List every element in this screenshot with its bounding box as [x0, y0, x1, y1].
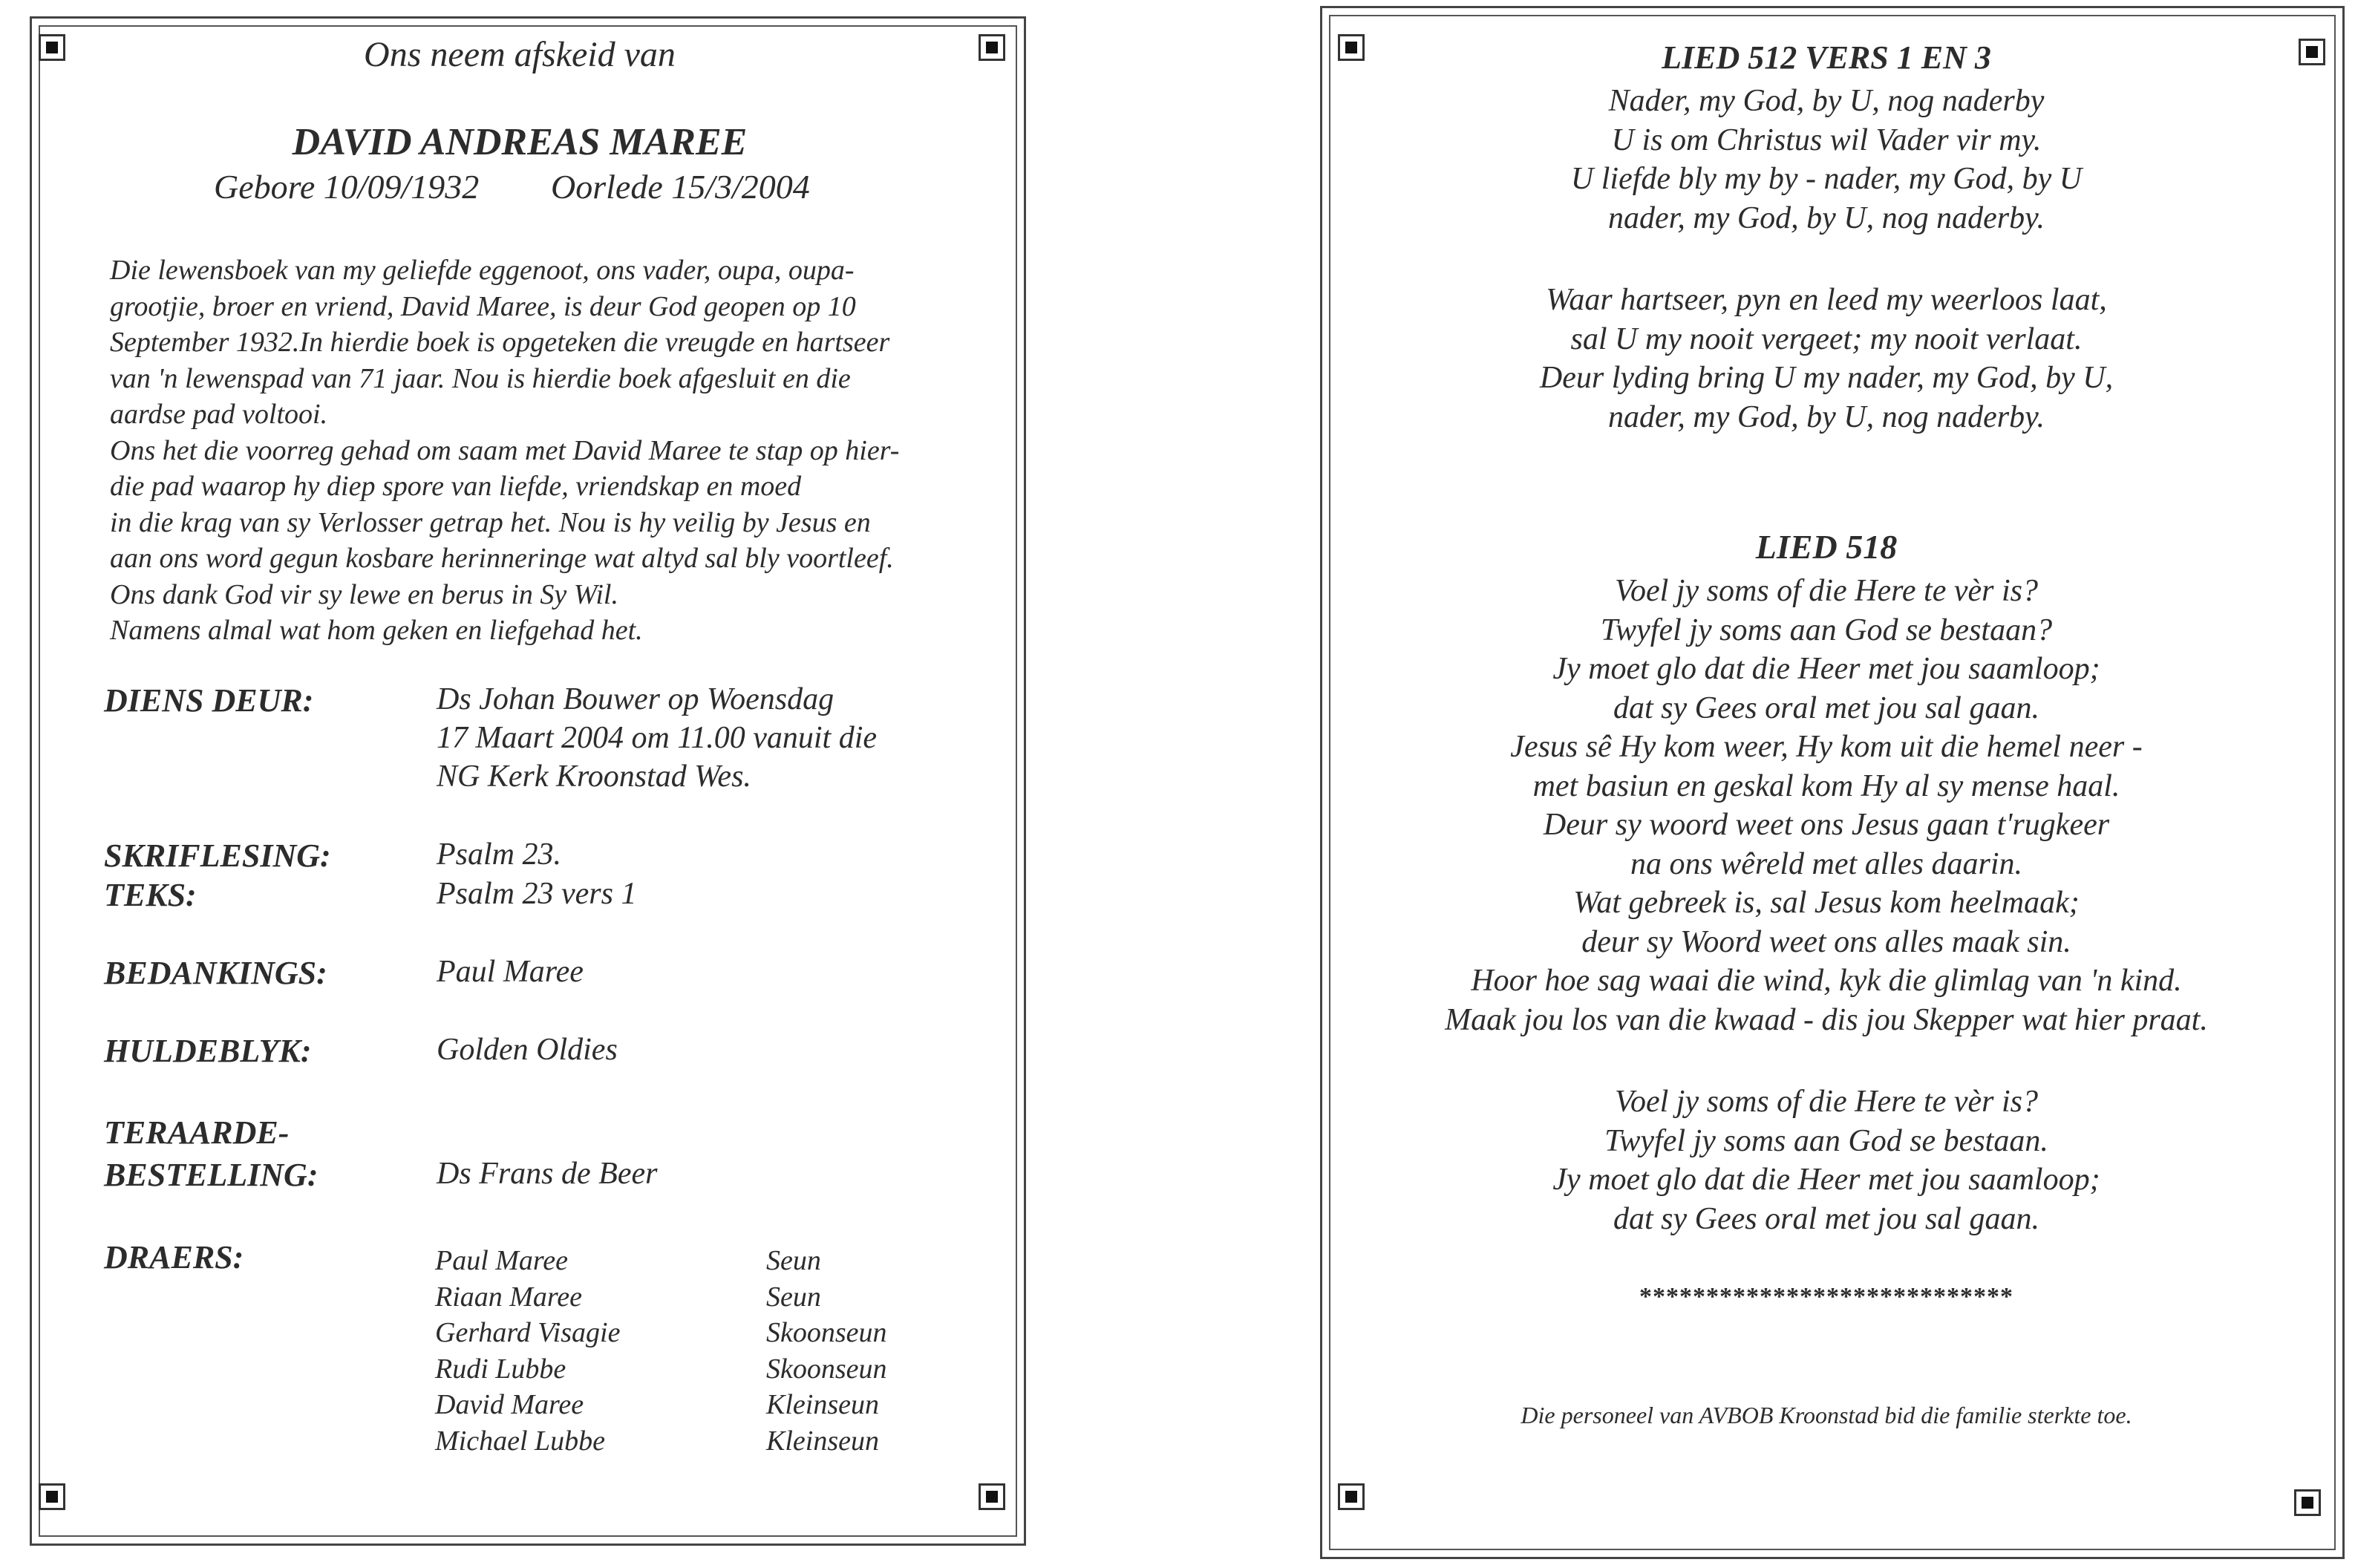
- tribute-line: Namens almal wat hom geken en liefgehad het.: [110, 615, 643, 646]
- teraarde-value: Ds Frans de Beer: [437, 1157, 658, 1191]
- bearer-relation: Seun: [766, 1281, 821, 1313]
- verse-line: Jy moet glo dat die Heer met jou saamloop;: [1552, 1163, 2100, 1197]
- verse-line: Maak jou los van die kwaad - dis jou Skepper wat hier praat.: [1445, 1002, 2208, 1037]
- hymn-2-title: LIED 518: [1755, 528, 1898, 566]
- huldeblyk-label: HULDEBLYK:: [104, 1033, 312, 1069]
- left-page: [0, 0, 1039, 1568]
- verse-line: Deur lyding bring U my nader, my God, by U,: [1539, 361, 2114, 395]
- death-date: Oorlede 15/3/2004: [551, 168, 810, 206]
- teraarde-label: TERAARDE-: [104, 1114, 290, 1151]
- verse-line: Hoor hoe sag waai die wind, kyk die glimlag van 'n kind.: [1471, 964, 2182, 998]
- diens-line: Ds Johan Bouwer op Woensdag: [437, 682, 834, 716]
- verse-line: Waar hartseer, pyn en leed my weerloos laat,: [1546, 283, 2107, 317]
- verse-line: sal U my nooit vergeet; my nooit verlaat.: [1570, 321, 2083, 356]
- verse-line: Twyfel jy soms aan God se bestaan?: [1600, 612, 2053, 647]
- tribute-line: aardse pad voltooi.: [110, 399, 328, 430]
- bearer-name: Gerhard Visagie: [435, 1317, 621, 1348]
- right-page: [1307, 0, 2355, 1568]
- tribute-line: Ons het die voorreg gehad om saam met David Maree te stap op hier-: [110, 434, 900, 466]
- verse-line: na ons wêreld met alles daarin.: [1630, 846, 2023, 881]
- verse-line: nader, my God, by U, nog naderby.: [1608, 399, 2045, 434]
- corner-ornament-icon: [979, 1483, 1005, 1510]
- verse-line: U is om Christus wil Vader vir my.: [1611, 122, 2042, 157]
- bedankings-value: Paul Maree: [437, 955, 584, 989]
- verse-line: deur sy Woord weet ons alles maak sin.: [1581, 924, 2071, 959]
- deceased-name: DAVID ANDREAS MAREE: [292, 121, 748, 163]
- tribute-line: Die lewensboek van my geliefde eggenoot, ons vader, oupa, oupa-: [110, 255, 855, 286]
- verse-line: Twyfel jy soms aan God se bestaan.: [1604, 1123, 2048, 1158]
- bearer-relation: Skoonseun: [766, 1353, 887, 1385]
- verse-line: Jesus sê Hy kom weer, Hy kom uit die hemel neer -: [1510, 730, 2143, 764]
- verse-line: Jy moet glo dat die Heer met jou saamloop;: [1552, 652, 2100, 686]
- skriflesing-value: Psalm 23.: [437, 837, 561, 872]
- huldeblyk-value: Golden Oldies: [437, 1033, 618, 1067]
- hymn-2-verse-1: [1418, 572, 2235, 1039]
- verse-line: Deur sy woord weet ons Jesus gaan t'rugkeer: [1543, 808, 2110, 842]
- hymn-1-verse-1: [1455, 82, 2198, 238]
- diens-line: NG Kerk Kroonstad Wes.: [437, 760, 751, 794]
- draers-label: DRAERS:: [104, 1239, 244, 1275]
- teks-label: TEKS:: [104, 877, 197, 913]
- corner-ornament-icon: [1338, 1483, 1365, 1510]
- bearer-relation: Skoonseun: [766, 1317, 887, 1348]
- tribute-line: Ons dank God vir sy lewe en berus in Sy Wil.: [110, 578, 618, 610]
- verse-line: nader, my God, by U, nog naderby.: [1608, 200, 2045, 235]
- bestelling-label: BESTELLING:: [104, 1157, 319, 1193]
- diens-line: 17 Maart 2004 om 11.00 vanuit die: [437, 721, 878, 755]
- verse-line: Nader, my God, by U, nog naderby: [1608, 84, 2045, 118]
- tribute-line: die pad waarop hy diep spore van liefde, vriendskap en moed: [110, 471, 802, 502]
- verse-line: Voel jy soms of die Here te vèr is?: [1615, 1085, 2038, 1119]
- verse-line: Voel jy soms of die Here te vèr is?: [1615, 574, 2038, 608]
- verse-line: Wat gebreek is, sal Jesus kom heelmaak;: [1573, 886, 2080, 920]
- verse-line: dat sy Gees oral met jou sal gaan.: [1613, 690, 2039, 725]
- bearer-relation: Kleinseun: [766, 1389, 879, 1420]
- farewell-intro: Ons neem afskeid van: [364, 35, 676, 74]
- bearer-name: Michael Lubbe: [435, 1425, 606, 1457]
- avbob-footer: Die personeel van AVBOB Kroonstad bid die familie sterkte toe.: [1521, 1402, 2132, 1428]
- corner-ornament-icon: [39, 34, 65, 61]
- verse-line: U liefde bly my by - nader, my God, by U: [1570, 162, 2083, 196]
- skriflesing-label: SKRIFLESING:: [104, 837, 331, 874]
- tribute-line: September 1932.In hierdie boek is opgeteken die vreugde en hartseer: [110, 327, 890, 358]
- bearer-name: David Maree: [435, 1389, 584, 1420]
- corner-ornament-icon: [979, 34, 1005, 61]
- tribute-line: in die krag van sy Verlosser getrap het. Nou is hy veilig by Jesus en: [110, 506, 871, 538]
- verse-line: dat sy Gees oral met jou sal gaan.: [1613, 1201, 2039, 1236]
- diens-label: DIENS DEUR:: [104, 682, 314, 719]
- corner-ornament-icon: [1338, 34, 1365, 61]
- bearer-name: Paul Maree: [435, 1245, 569, 1276]
- verse-line: met basiun en geskal kom Hy al sy mense haal.: [1532, 768, 2120, 803]
- hymn-1-verse-2: [1455, 281, 2198, 437]
- corner-ornament-icon: [2294, 1489, 2321, 1516]
- bearer-relation: Seun: [766, 1245, 821, 1276]
- hymn-1-title: LIED 512 VERS 1 EN 3: [1662, 39, 1991, 76]
- tribute-text: [110, 252, 899, 649]
- hymn-2-verse-2: [1455, 1082, 2198, 1238]
- corner-ornament-icon: [39, 1483, 65, 1510]
- bedankings-label: BEDANKINGS:: [104, 955, 327, 991]
- corner-ornament-icon: [2299, 39, 2325, 65]
- tribute-line: van 'n lewenspad van 71 jaar. Nou is hierdie boek afgesluit en die: [110, 362, 851, 394]
- birth-date: Gebore 10/09/1932: [214, 168, 480, 206]
- bearer-relation: Kleinseun: [766, 1425, 879, 1457]
- tribute-line: aan ons word gegun kosbare herinneringe wat altyd sal bly voortleef.: [110, 543, 894, 574]
- teks-value: Psalm 23 vers 1: [437, 877, 637, 911]
- asterisk-divider: ****************************: [1639, 1283, 2013, 1310]
- bearer-name: Rudi Lubbe: [435, 1353, 566, 1385]
- bearer-name: Riaan Maree: [435, 1281, 583, 1313]
- tribute-line: grootjie, broer en vriend, David Maree, is deur God geopen op 10: [110, 290, 856, 322]
